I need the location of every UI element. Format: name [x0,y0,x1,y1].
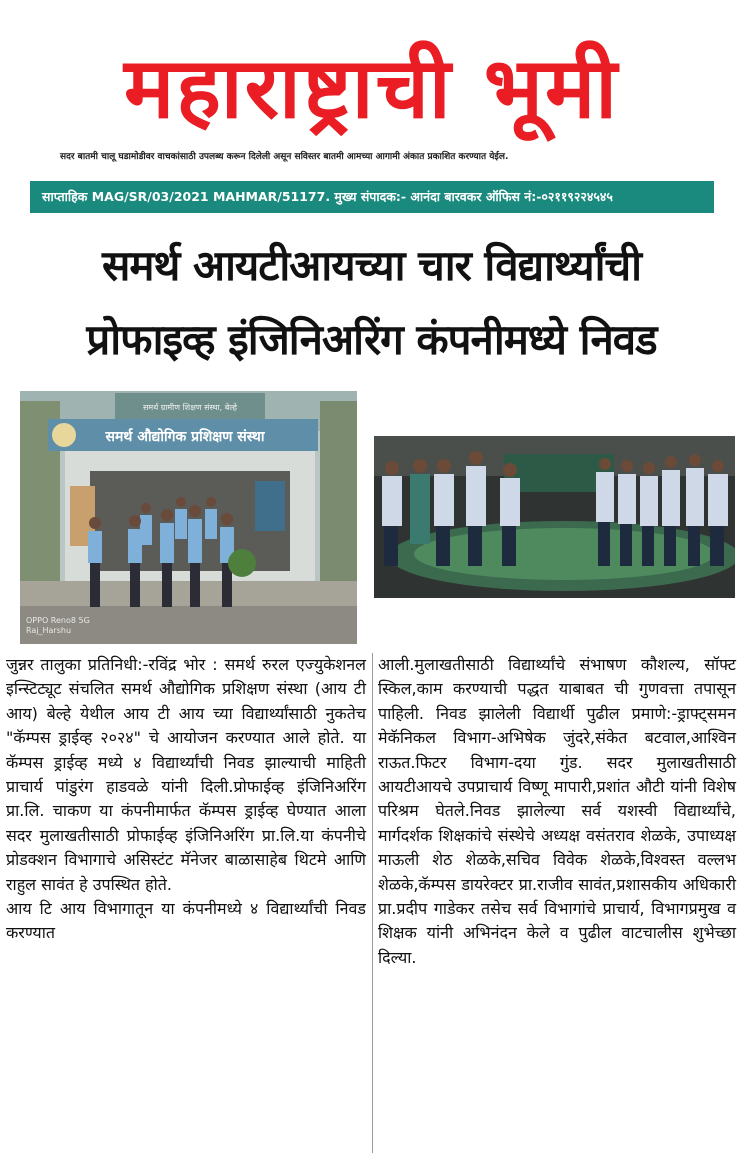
headline-line-1: समर्थ आयटीआयच्या चार विद्यार्थ्यांची [102,241,641,290]
headline-line-2: प्रोफाइव्ह इंजिनिअरिंग कंपनीमध्ये निवड [86,315,657,364]
photo-watermark [26,616,90,636]
article-column-2 [378,653,736,970]
photo-watermark-device: OPPO Reno8 5G [26,616,90,625]
photo-top-board: समर्थ ग्रामीण शिक्षण संस्था, बेल्हे [142,403,238,412]
photo-group-indoor-illustration [374,436,735,598]
publication-info-bar: साप्ताहिक MAG/SR/03/2021 MAHMAR/51177. मुख्य संपादक:- आनंदा बारवकर ऑफिस नं:-०२११९२२४५४५ [30,181,714,213]
article-col1-paragraph-2: आय टि आय विभागातून या कंपनीमध्ये ४ विद्यार्थ्यांची निवड करण्यात [6,899,366,943]
masthead [0,0,743,180]
article-column-1 [6,653,373,1153]
photo-watermark-author: Raj_Harshu [26,626,72,635]
photo-institute-entrance [20,391,357,644]
photo-signboard: समर्थ औद्योगिक प्रशिक्षण संस्था [105,429,265,445]
article-col2-paragraph-1: आली.मुलाखतीसाठी विद्यार्थ्यांचे संभाषण कौशल्य, सॉफ्ट स्किल,काम करण्याची पद्धत याबाबत ची गुणवत्ता तपासून पाहिली. निवड झालेली विद्यार्थी पुढील प्रमाणे:-ड्राफ्ट्समन मेकॅनिकल विभाग-अभिषेक जुंदरे,संकेत बटवाल,आश्विन राऊत.फिटर विभाग-दया गुंड. सदर मुलाखतीसाठी आयटीआयचे उपप्राचार्य विष्णू मापारी,प्रशांत औटी यांनी विशेष परिश्रम घेतले.निवड झालेल्या सर्व यशस्वी विद्यार्थ्यांचे, मार्गदर्शक शिक्षकांचे संस्थेचे अध्यक्ष वसंतराव शेळके, उपाध्यक्ष माऊली शेठ शेळके,सचिव विवेक शेळके,विश्वस्त वल्लभ शेळके,कॅम्पस डायरेक्टर प्रा.राजीव सावंत,प्रशासकीय अधिकारी प्रा.प्रदीप गाडेकर तसेच सर्व विभागांचे प्राचार्य, विभागप्रमुख व शिक्षक यांनी अभिनंदन केले व पुढील वाटचालीस शुभेच्छा दिल्या. [378,655,736,967]
photo-group-indoor [374,436,735,598]
masthead-title: महाराष्ट्राची भूमी [124,39,619,137]
article-col1-paragraph-1: जुन्नर तालुका प्रतिनिधी:-रविंद्र भोर : समर्थ रुरल एज्युकेशनल इन्स्टिट्यूट संचलित समर्थ औद्योगिक प्रशिक्षण संस्था (आय टी आय) बेल्हे येथील आय टी आय च्या विद्यार्थ्यांसाठी नुकतेच "कॅम्पस ड्राईव्ह २०२४" चे आयोजन करण्यात आले होते. या कॅम्पस ड्राईव्ह मध्ये ४ विद्यार्थ्यांची निवड झाल्याची माहिती प्राचार्य पांडुरंग हाडवळे यांनी दिली.प्रोफाईव्ह इंजिनिअरिंग प्रा.लि. चाकण या कंपनीमार्फत कॅम्पस ड्राईव्ह घेण्यात आला सदर मुलाखतीसाठी प्रोफाईव्ह इंजिनिअरिंग प्रा.लि.या कंपनीचे प्रोडक्शन विभागाचे असिस्टंट मॅनेजर बाळासाहेब थिटमे आणि राहुल सावंत हे उपस्थित होते. [6,655,366,894]
masthead-tagline: सदर बातमी चालू घडामोडीवर वाचकांसाठी उपलब्ध करून दिलेली असून सविस्तर बातमी आमच्या आगामी अंकात प्रकाशित करण्यात येईल. [60,152,509,162]
photo-institute-entrance-illustration [20,391,357,644]
